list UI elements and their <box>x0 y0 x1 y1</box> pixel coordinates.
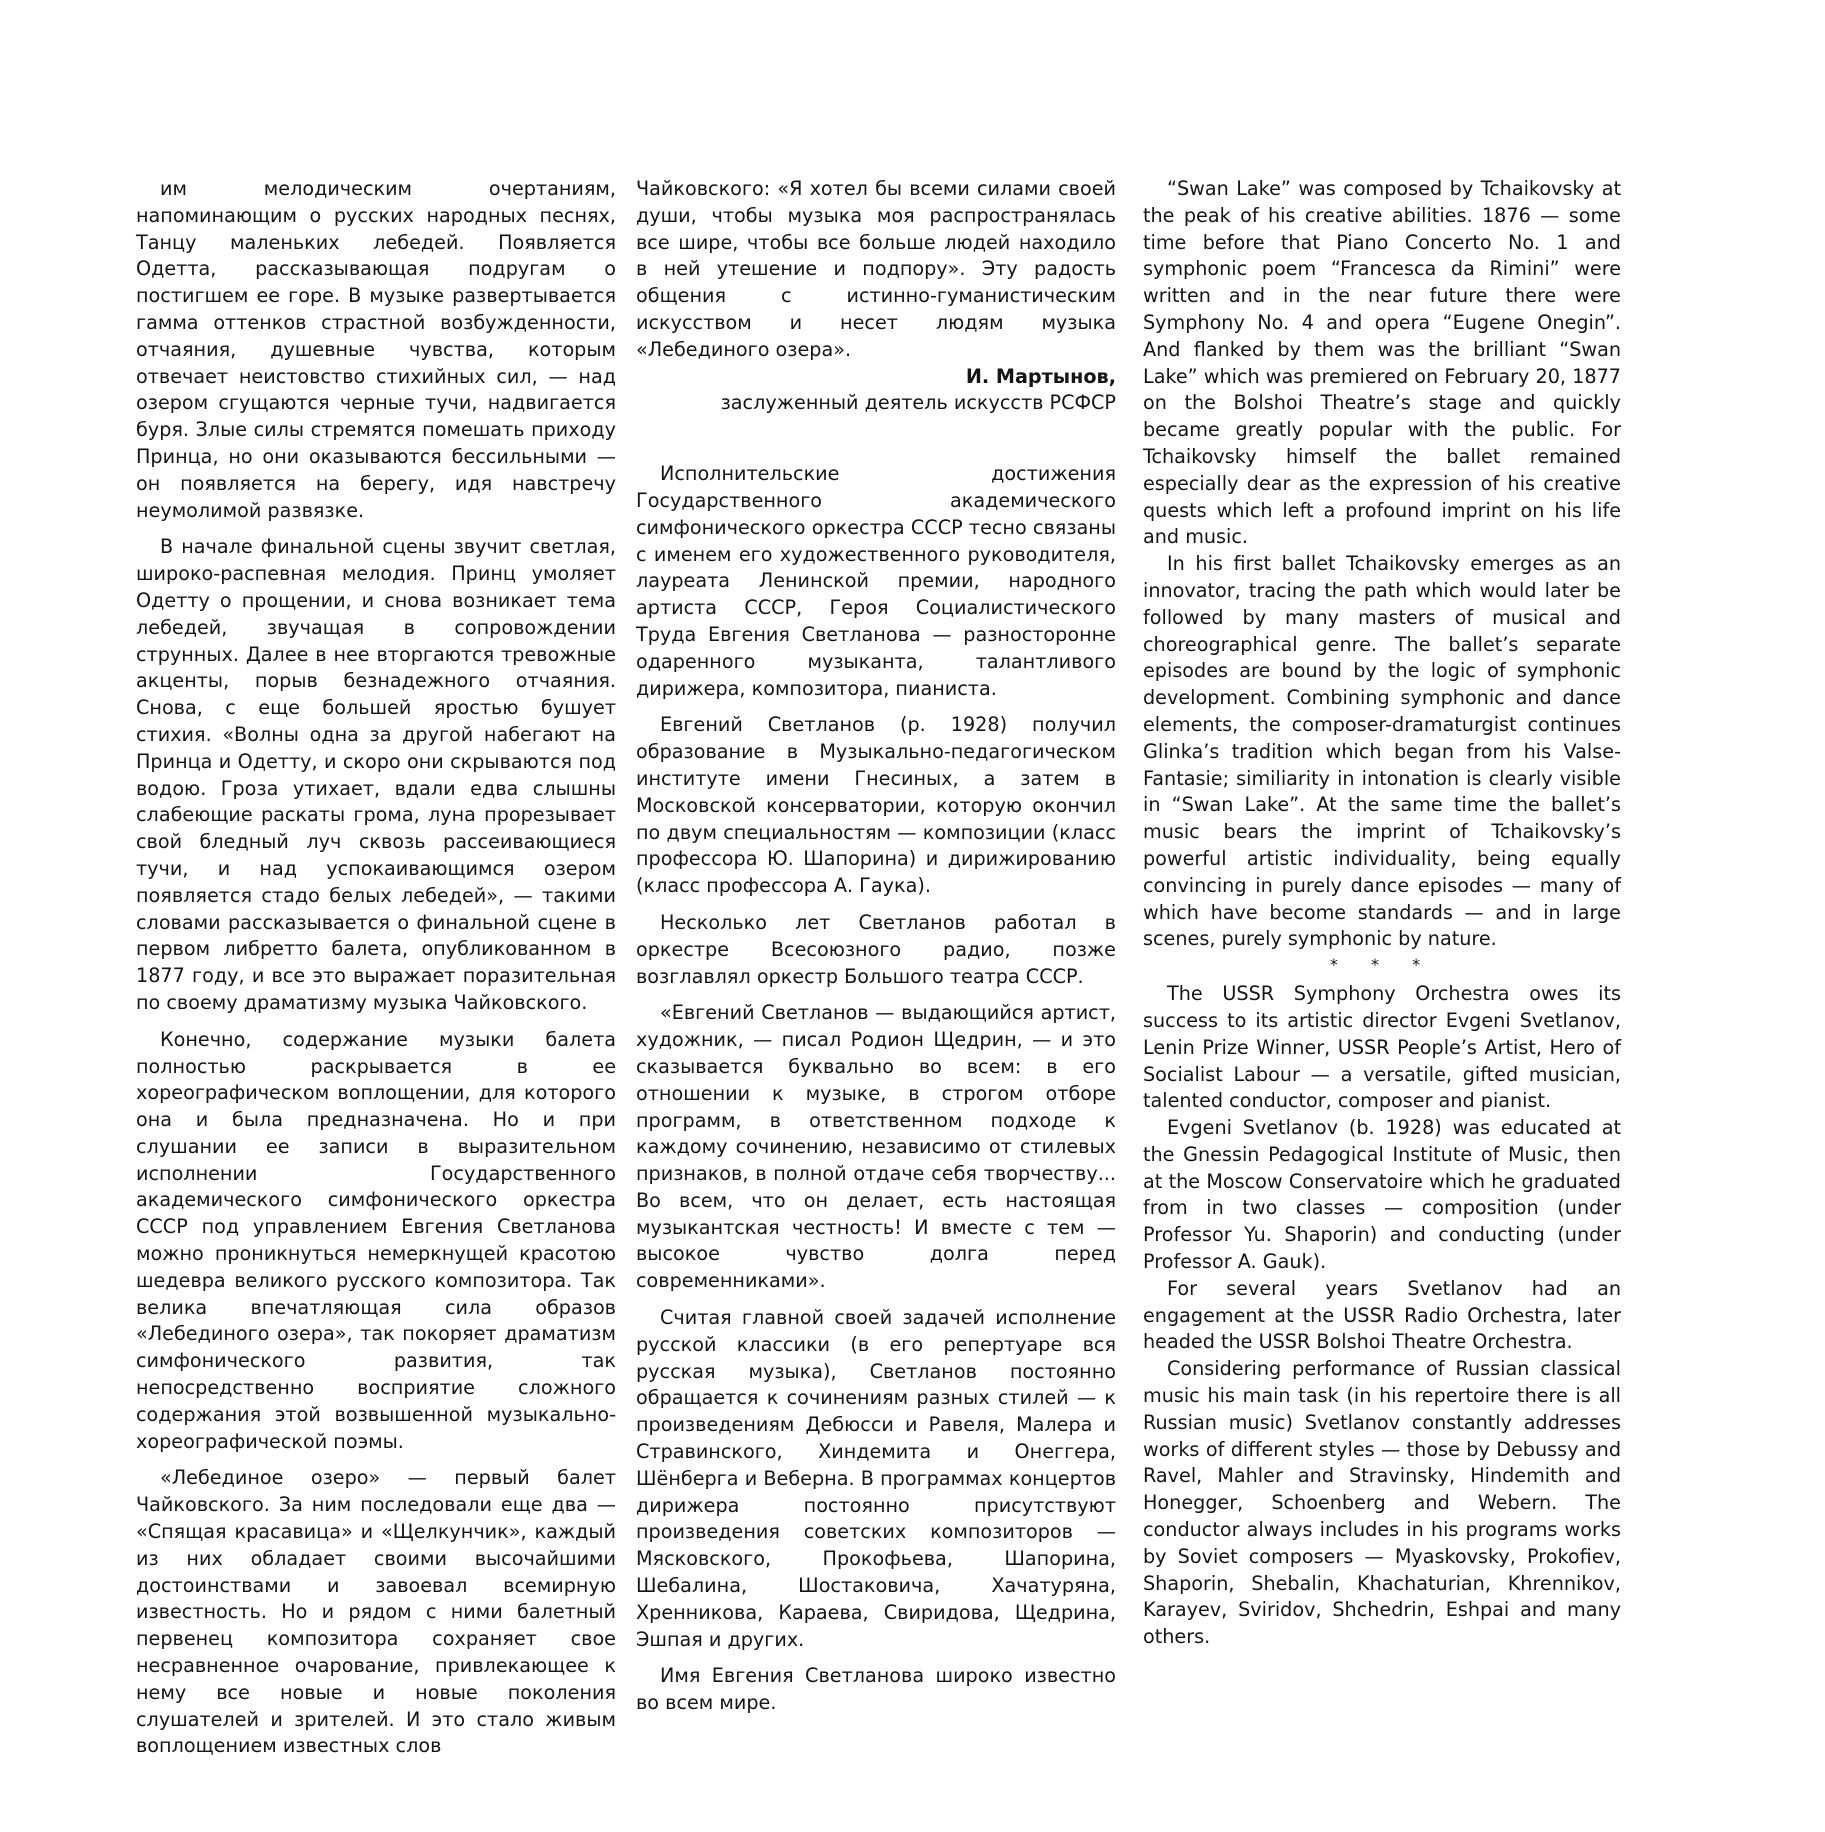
paragraph: «Лебединое озеро» — первый балет Чайковского. За ним последовали еще два — «Спящая красавица» и «Щелкунчик», каждый из них обладает своими высочайшими достоинствами и завоевал всемирную известность. Но и рядом с ними балетный первенец композитора сохраняет свое несравненное очарование, привлекающее к нему все новые и новые поколения слушателей и зрителей. И это стало живым воплощением известных слов <box>136 1466 616 1758</box>
paragraph: В начале финальной сцены звучит светлая, широко-распевная мелодия. Принц умоляет Одетту о прощении, и снова возникает тема лебедей, звучащая в сопровождении струнных. Далее в нее вторгаются тревожные акценты, порыв безнадежного отчаяния. Снова, с еще большей яростью бушует стихия. «Волны одна за другой набегают на Принца и Одетту, и скоро они скрываются под водою. Гроза утихает, вдали едва слышны слабеющие раскаты грома, луна прорезывает свой бледный луч сквозь рассеивающиеся тучи, и над успокаивающимся озером появляется стадо белых лебедей», — такими словами рассказывается о финальной сцене в первом либретто балета, опубликованном в 1877 году, и все это выражает поразительная по своему драматизму музыка Чайковского. <box>136 535 616 1014</box>
paragraph: For several years Svetlanov had an engagement at the USSR Radio Orchestra, later headed the USSR Bolshoi Theatre Orchestra. <box>1143 1276 1621 1354</box>
paragraph: Considering performance of Russian classical music his main task (in his repertoire there is all Russian music) Svetlanov constantly addresses works of different styles — those by Debussy and Ravel, Mahler and Stravinsky, Hindemith and Honegger, Schoenberg and Webern. The conductor always includes in his programs works by Soviet composers — Myaskovsky, Prokofiev, Shaporin, Shebalin, Khachaturian, Khrennikov, Karayev, Sviridov, Shchedrin, Eshpai and many others. <box>1143 1357 1621 1649</box>
paragraph: “Swan Lake” was composed by Tchaikovsky at the peak of his creative abilities. 1876 — some time before that Piano Concerto No. 1 and symphonic poem “Francesca da Rimini” were written and in the near future there were Symphony No. 4 and opera “Eugene Onegin”. And flanked by them was the brilliant “Swan Lake” which was premiered on February 20, 1877 on the Bolshoi Theatre’s stage and quickly became greatly popular with the public. For Tchaikovsky himself the ballet remained especially dear as the expression of his creative quests which left a profound imprint on his life and music. <box>1143 177 1621 549</box>
paragraph: Исполнительские достижения Государственного академического симфонического оркестра СССР тесно связаны с именем его художественного руководителя, лауреата Ленинской премии, народного артиста СССР, Героя Социалистического Труда Евгения Светланова — разносторонне одаренного музыканта, талантливого дирижера, композитора, пианиста. <box>636 462 1116 700</box>
section-separator: * * * <box>1329 955 1435 975</box>
author-signature <box>636 364 1116 418</box>
paragraph: The USSR Symphony Orchestra owes its success to its artistic director Evgeni Svetlanov, Lenin Prize Winner, USSR People’s Artist, Hero of Socialist Labour — a versatile, gifted musician, talented conductor, composer and pianist. <box>1143 982 1621 1113</box>
section-gap <box>636 417 1116 461</box>
russian-text-column-left <box>136 176 616 1760</box>
paragraph: In his first ballet Tchaikovsky emerges as an innovator, tracing the path which would later be followed by many masters of musical and choreographical genre. The ballet’s separate episodes are bound by the logic of symphonic development. Combining symphonic and dance elements, the composer-dramaturgist continues Glinka’s tradition which began from his Valse-Fantasie; similiarity in intonation is clearly visible in “Swan Lake”. At the same time the ballet’s music bears the imprint of Tchaikovsky’s powerful artistic individuality, being equally convincing in purely dance episodes — many of which have become standards — and in large scenes, purely symphonic by nature. <box>1143 552 1621 951</box>
paragraph: Чайковского: «Я хотел бы всеми силами своей души, чтобы музыка моя распространялась все шире, чтобы все больше людей находило в ней утешение и подпору». Эту радость общения с истинно-гуманистическим искусством и несет людям музыка «Лебединого озера». <box>636 177 1116 361</box>
author-name: И. Мартынов, <box>965 364 1116 388</box>
paragraph: им мелодическим очертаниям, напоминающим о русских народных песнях, Танцу маленьких лебедей. Появляется Одетта, рассказывающая подругам о постигшем ее горе. В музыке развертывается гамма оттенков страстной возбужденности, отчаяния, душевные чувства, которым отвечает неистовство стихийных сил, — над озером сгущаются черные тучи, надвигается буря. Злые силы стремятся помешать приходу Принца, но они оказываются бессильными — он появляется на берегу, идя навстречу неумолимой развязке. <box>136 177 616 522</box>
paragraph: Имя Евгения Светланова широко известно во всем мире. <box>636 1664 1116 1715</box>
paragraph: Считая главной своей задачей исполнение русской классики (в его репертуаре вся русская музыка), Светланов постоянно обращается к сочинениям разных стилей — к произведениям Дебюсси и Равеля, Малера и Стравинского, Хиндемита и Онеггера, Шёнберга и Веберна. В программах концертов дирижера постоянно присутствуют произведения советских композиторов — Мясковского, Прокофьева, Шапорина, Шебалина, Шостаковича, Хачатуряна, Хренникова, Караева, Свиридова, Щедрина, Эшпая и других. <box>636 1306 1116 1651</box>
author-title: заслуженный деятель искусств РСФСР <box>720 391 1116 415</box>
paragraph: Несколько лет Светланов работал в оркестре Всесоюзного радио, позже возглавлял оркестр Большого театра СССР. <box>636 910 1116 988</box>
english-text-column <box>1143 176 1621 1651</box>
paragraph: Evgeni Svetlanov (b. 1928) was educated at the Gnessin Pedagogical Institute of Music, then at the Moscow Conservatoire which he graduated from in two classes — composition (under Professor Yu. Shaporin) and conducting (under Professor A. Gauk). <box>1143 1116 1621 1274</box>
paragraph: Евгений Светланов (р. 1928) получил образование в Музыкально-педагогическом институте имени Гнесиных, а затем в Московской консерватории, которую окончил по двум специальностям — композиции (класс профессора Ю. Шапорина) и дирижированию (класс профессора А. Гаука). <box>636 713 1116 898</box>
paragraph: «Евгений Светланов — выдающийся артист, художник, — писал Родион Щедрин, — и это сказывается буквально во всем: в его отношении к музыке, в строгом отборе программ, в ответственном подходе к каждому сочинению, независимо от стилевых признаков, в полной отдаче себя творчеству... Во всем, что он делает, есть настоящая музыкантская честность! И вместе с тем — высокое чувство долга перед современниками». <box>636 1001 1116 1293</box>
russian-text-column-middle <box>636 176 1116 1717</box>
paragraph: Конечно, содержание музыки балета полностью раскрывается в ее хореографическом воплощении, для которого она и была предназначена. Но и при слушании ее записи в выразительном исполнении Государственного академического симфонического оркестра СССР под управлением Евгения Светланова можно проникнуться немеркнущей красотою шедевра великого русского композитора. Так велика впечатляющая сила образов «Лебединого озера», так покоряет драматизм симфонического развития, так непосредственно восприятие сложного содержания этой возвышенной музыкально-хореографической поэмы. <box>136 1027 616 1453</box>
